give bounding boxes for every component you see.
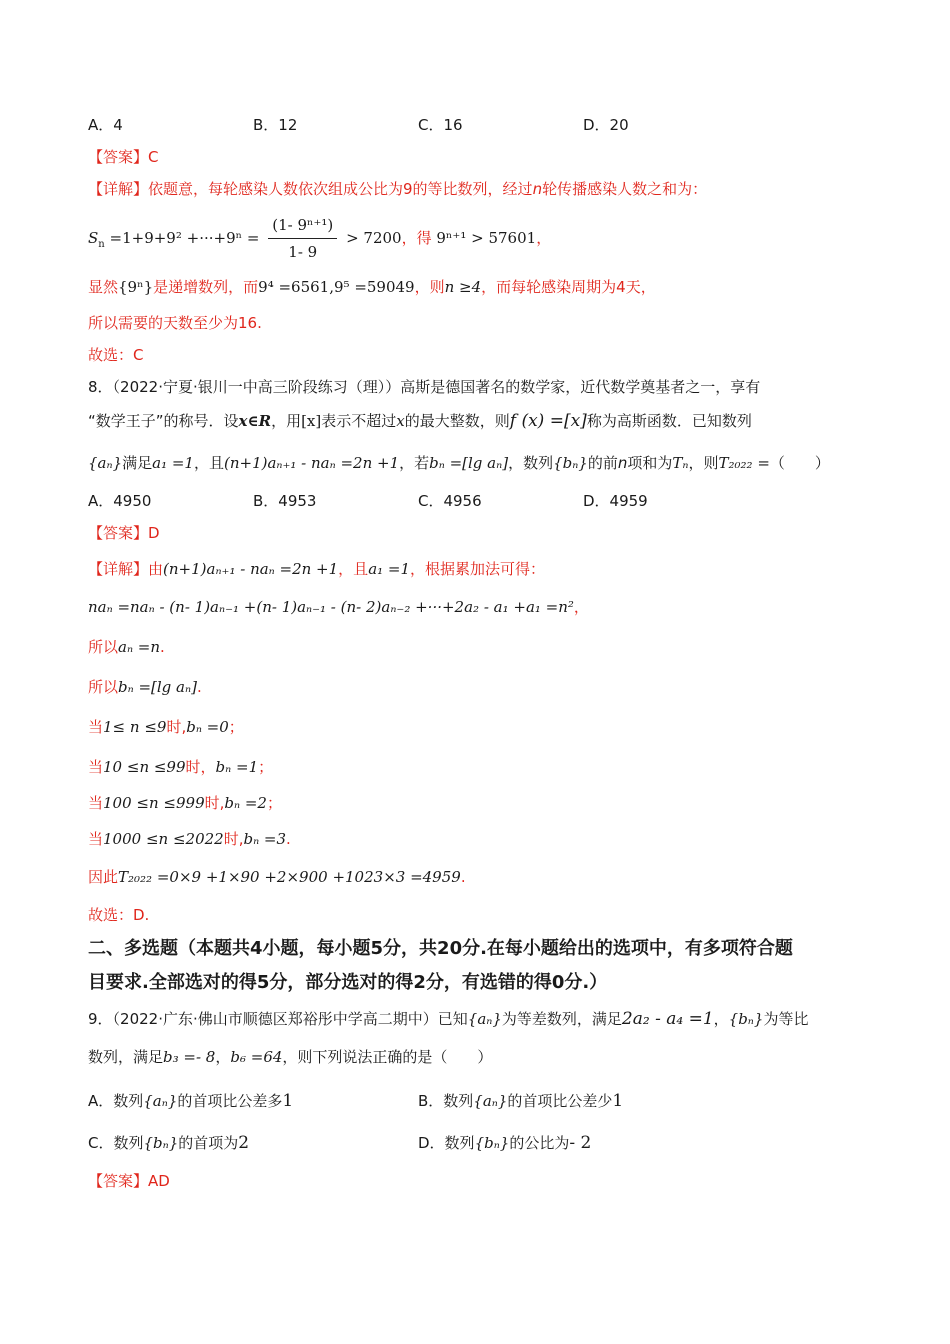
q8-choose: 故选：D. — [88, 906, 150, 924]
q9-stem-line1: 9．（2022·广东·佛山市顺德区郑裕彤中学高二期中）已知{aₙ}为等差数列，满足2a₂ - a₄ =1，{bₙ}为等比 — [88, 1009, 809, 1029]
q8-option-c: C．4956 — [418, 492, 482, 510]
q7-choose: 故选：C — [88, 346, 144, 364]
q8-detail-line1: 【详解】由(n+1)aₙ₊₁ - naₙ =2n +1，且a₁ =1，根据累加法可得： — [88, 560, 546, 578]
q8-detail-line9: 因此T₂₀₂₂ =0×9 +1×90 +2×900 +1023×3 =4959. — [88, 868, 466, 886]
q8-option-d: D．4959 — [583, 492, 648, 510]
q8-stem-line1: 8．（2022·宁夏·银川一中高三阶段练习（理））高斯是德国著名的数学家，近代数学奠基者之一，享有 — [88, 378, 761, 396]
q7-detail-line1: 【详解】依题意，每轮感染人数依次组成公比为9的等比数列，经过n轮传播感染人数之和为： — [88, 180, 708, 198]
section2-heading-line1: 二、多选题（本题共4小题，每小题5分，共20分.在每小题给出的选项中，有多项符合题 — [88, 938, 793, 959]
q8-detail-line6: 当10 ≤n ≤99时，bₙ =1； — [88, 758, 274, 776]
q7-detail-line4: 所以需要的天数至少为16. — [88, 314, 262, 332]
q7-formula-line: $S_n =1+9+9^2 +\cdot\cdot\cdot+9^n$ = $\frac{\text{(1- 9ⁿ⁺¹)}}{1- 9}$ > 7200，得 9ⁿ⁺¹ > 57601， — [88, 216, 552, 261]
section2-heading-line2: 目要求.全部选对的得5分，部分选对的得2分，有选错的得0分.） — [88, 972, 608, 993]
q8-detail-line3: 所以aₙ =n. — [88, 638, 165, 656]
q9-answer: 【答案】AD — [88, 1172, 170, 1190]
q8-stem-line3: {aₙ}满足a₁ =1，且(n+1)aₙ₊₁ - naₙ =2n +1，若bₙ =[lg aₙ]，数列{bₙ}的前n项和为Tₙ，则T₂₀₂₂ =（ ） — [88, 454, 830, 472]
q9-option-c: C．数列{bₙ}的首项为2 — [88, 1133, 250, 1153]
q9-option-a: A．数列{aₙ}的首项比公差多1 — [88, 1091, 294, 1111]
q7-option-a: A．4 — [88, 116, 123, 134]
q8-answer: 【答案】D — [88, 524, 160, 542]
q8-detail-line8: 当1000 ≤n ≤2022时,bₙ =3. — [88, 830, 291, 848]
q9-option-b: B．数列{aₙ}的首项比公差少1 — [418, 1091, 624, 1111]
q7-option-b: B．12 — [253, 116, 298, 134]
q9-stem-line2: 数列，满足b₃ =- 8，b₆ =64，则下列说法正确的是（ ） — [88, 1048, 493, 1066]
q8-detail-line7: 当100 ≤n ≤999时,bₙ =2； — [88, 794, 282, 812]
q8-detail-line4: 所以bₙ =[lg aₙ]. — [88, 678, 202, 696]
q7-option-c: C．16 — [418, 116, 463, 134]
q8-option-a: A．4950 — [88, 492, 152, 510]
q7-detail-line3: 显然{9ⁿ}是递增数列，而9⁴ =6561,9⁵ =59049，则n ≥4，而每轮感染周期为4天， — [88, 278, 656, 296]
q7-option-d: D．20 — [583, 116, 629, 134]
q8-option-b: B．4953 — [253, 492, 317, 510]
q8-detail-line2: naₙ =naₙ - (n- 1)aₙ₋₁ +(n- 1)aₙ₋₁ - (n- 2)aₙ₋₂ +···+2a₂ - a₁ +a₁ =n²， — [88, 598, 589, 616]
q7-answer: 【答案】C — [88, 148, 159, 166]
q8-stem-line2: “数学王子”的称号．设x∈R，用[x]表示不超过x的最大整数，则f (x) =[x]称为高斯函数．已知数列 — [88, 411, 752, 431]
q8-detail-line5: 当1≤ n ≤9时,bₙ =0； — [88, 718, 244, 736]
q9-option-d: D．数列{bₙ}的公比为- 2 — [418, 1133, 592, 1153]
q7-fraction: $\frac{\text{(1- 9ⁿ⁺¹)}}{1- 9}$ — [268, 214, 337, 263]
